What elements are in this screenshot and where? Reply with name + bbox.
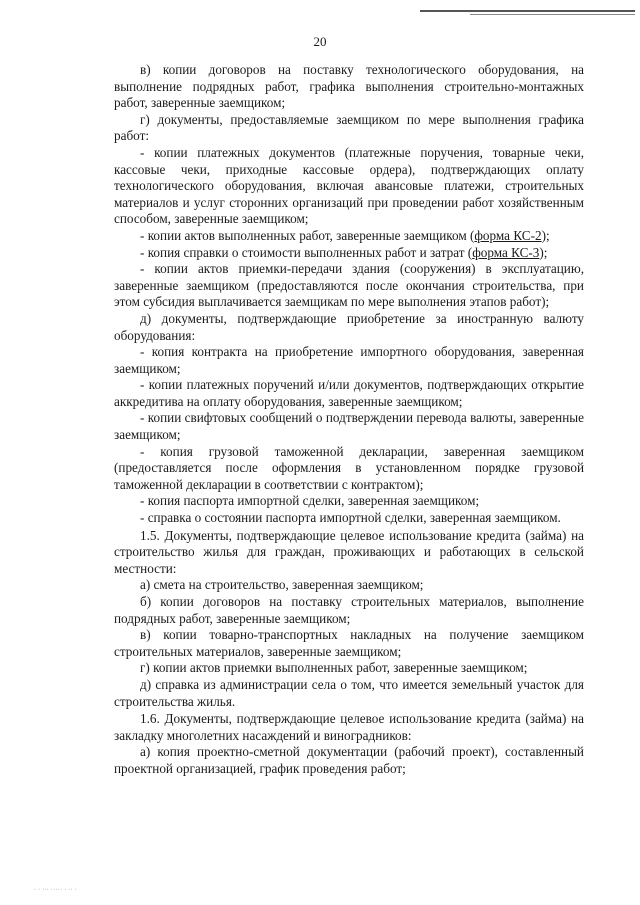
paragraph-with-link xyxy=(114,228,584,245)
page-number: 20 xyxy=(313,34,327,49)
header-rule xyxy=(420,10,635,12)
paragraph: а) смета на строительство, заверенная заемщиком; xyxy=(140,577,424,593)
paragraph: - копия контракта на приобретение импортного оборудования, заверенная заемщиком; xyxy=(114,344,584,376)
section-heading: 1.6. Документы, подтверждающие целевое использование кредита (займа) на закладку многолетних насаждений и виноградников: xyxy=(114,711,584,743)
paragraph: - копии платежных документов (платежные поручения, товарные чеки, кассовые чеки, приходные кассовые ордера), подтверждающих оплату технологического оборудования, включая авансовые платежи, строительных материалов и услуг сторонних организаций при проведении работ хозяйственным способом, заверенные заемщиком; xyxy=(114,144,584,227)
header-rule-secondary xyxy=(470,14,635,15)
paragraph: в) копии договоров на поставку технологического оборудования, на выполнение подрядных работ, графика выполнения строительно-монтажных работ, заверенные заемщиком; xyxy=(114,62,584,111)
paragraph: б) копии договоров на поставку строительных материалов, выполнение подрядных работ, заверенные заемщиком; xyxy=(114,594,584,626)
paragraph: а) копия проектно-сметной документации (рабочий проект), составленный проектной организацией, график проведения работ; xyxy=(114,744,584,776)
paragraph-text: - копии актов выполненных работ, заверенные заемщиком ( xyxy=(140,227,475,243)
paragraph-text: ); xyxy=(539,244,548,260)
paragraph: - копии платежных поручений и/или документов, подтверждающих открытие аккредитива на оплату оборудования, заверенные заемщиком; xyxy=(114,377,584,409)
paragraph: - копии актов приемки-передачи здания (сооружения) в эксплуатацию, заверенные заемщиком (предоставляются после окончания строительства, при этом субсидия выплачивается заемщикам по мере выполнения этапов работ); xyxy=(114,261,584,310)
paragraph: д) документы, подтверждающие приобретение за иностранную валюту оборудования: xyxy=(114,310,584,343)
paragraph: - копия паспорта импортной сделки, заверенная заемщиком; xyxy=(140,493,480,509)
scan-footer-mark: · · ··· ····· · ·· · xyxy=(34,887,77,893)
document-body xyxy=(114,62,584,778)
paragraph: - копии свифтовых сообщений о подтверждении перевода валюты, заверенные заемщиком; xyxy=(114,410,584,443)
paragraph: г) документы, предоставляемые заемщиком по мере выполнения графика работ: xyxy=(114,111,584,144)
paragraph-text: ); xyxy=(541,227,550,243)
paragraph-text: - копия справки о стоимости выполненных работ и затрат ( xyxy=(140,244,473,260)
paragraph-with-link xyxy=(114,245,584,262)
paragraph: - копия грузовой таможенной декларации, заверенная заемщиком (предоставляется после оформления в установленном порядке грузовой таможенной декларации в соответствии с контрактом); xyxy=(114,443,584,492)
paragraph: - справка о состоянии паспорта импортной сделки, заверенная заемщиком. xyxy=(140,510,561,526)
form-ks2-link[interactable]: форма КС-2 xyxy=(474,227,542,243)
section-heading: 1.5. Документы, подтверждающие целевое использование кредита (займа) на строительство жилья для граждан, проживающих и работающих в сельской местности: xyxy=(114,527,584,576)
paragraph: д) справка из администрации села о том, что имеется земельный участок для строительства жилья. xyxy=(114,676,584,709)
paragraph: в) копии товарно-транспортных накладных на получение заемщиком строительных материалов, заверенные заемщиком; xyxy=(114,627,584,659)
form-ks3-link[interactable]: форма КС-3 xyxy=(472,244,540,260)
paragraph: г) копии актов приемки выполненных работ, заверенные заемщиком; xyxy=(140,660,528,676)
